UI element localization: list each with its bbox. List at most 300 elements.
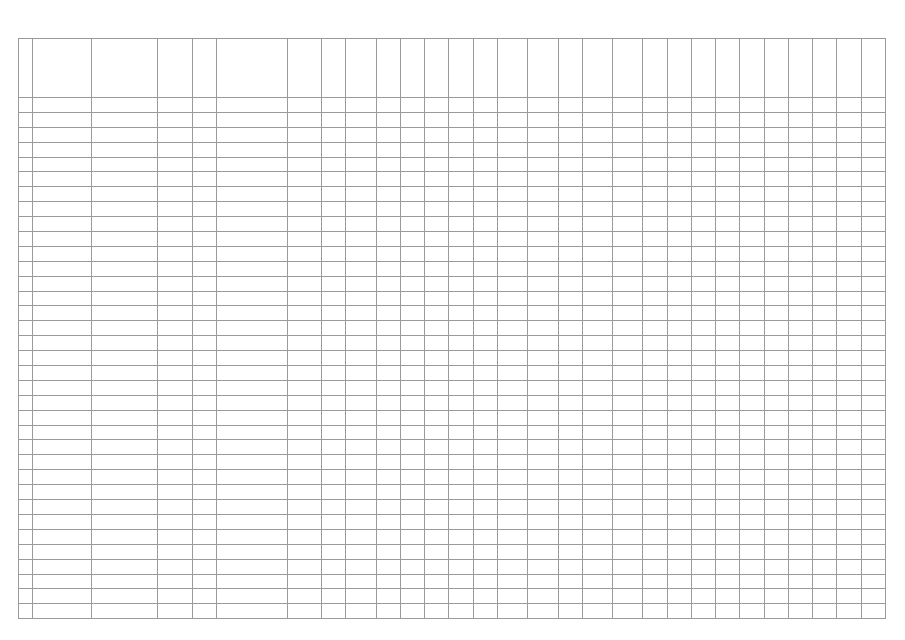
table-cell: [158, 127, 192, 142]
table-cell: [400, 425, 424, 440]
table-cell: [473, 574, 497, 589]
table-cell: [400, 559, 424, 574]
table-cell: [613, 172, 643, 187]
table-cell: [322, 112, 346, 127]
table-cell: [716, 246, 740, 261]
table-cell: [764, 336, 788, 351]
table-cell: [33, 604, 92, 619]
table-cell: [497, 112, 527, 127]
table-cell: [91, 574, 158, 589]
table-cell: [716, 351, 740, 366]
column-header: [667, 39, 691, 98]
table-cell: [837, 261, 861, 276]
table-cell: [691, 276, 715, 291]
table-cell: [643, 172, 667, 187]
table-row: [19, 217, 886, 232]
table-cell: [217, 604, 288, 619]
table-cell: [19, 366, 33, 381]
table-cell: [740, 202, 764, 217]
table-cell: [376, 529, 400, 544]
table-cell: [400, 366, 424, 381]
table-cell: [158, 232, 192, 247]
table-cell: [449, 291, 473, 306]
table-cell: [33, 157, 92, 172]
table-cell: [376, 514, 400, 529]
table-cell: [346, 172, 376, 187]
table-cell: [473, 232, 497, 247]
table-cell: [158, 559, 192, 574]
table-cell: [473, 395, 497, 410]
table-row: [19, 410, 886, 425]
table-cell: [400, 321, 424, 336]
table-cell: [322, 470, 346, 485]
table-cell: [582, 232, 612, 247]
table-cell: [91, 202, 158, 217]
table-cell: [740, 246, 764, 261]
table-cell: [643, 306, 667, 321]
table-cell: [837, 172, 861, 187]
table-cell: [643, 455, 667, 470]
table-cell: [473, 291, 497, 306]
table-cell: [400, 232, 424, 247]
table-cell: [528, 366, 558, 381]
table-cell: [740, 217, 764, 232]
table-cell: [667, 336, 691, 351]
table-cell: [217, 470, 288, 485]
table-cell: [192, 455, 216, 470]
table-cell: [861, 514, 885, 529]
table-cell: [691, 410, 715, 425]
table-cell: [558, 544, 582, 559]
table-cell: [582, 217, 612, 232]
column-header: [528, 39, 558, 98]
table-cell: [837, 410, 861, 425]
table-cell: [449, 276, 473, 291]
table-cell: [287, 187, 321, 202]
table-cell: [837, 246, 861, 261]
table-cell: [33, 395, 92, 410]
table-cell: [346, 425, 376, 440]
table-cell: [192, 380, 216, 395]
table-cell: [582, 112, 612, 127]
table-cell: [667, 232, 691, 247]
table-cell: [861, 410, 885, 425]
table-cell: [449, 410, 473, 425]
table-cell: [716, 485, 740, 500]
table-cell: [473, 157, 497, 172]
table-cell: [158, 351, 192, 366]
table-cell: [691, 232, 715, 247]
table-cell: [376, 559, 400, 574]
table-cell: [400, 514, 424, 529]
table-cell: [449, 217, 473, 232]
table-cell: [764, 321, 788, 336]
table-cell: [19, 425, 33, 440]
table-cell: [449, 202, 473, 217]
table-cell: [33, 246, 92, 261]
table-cell: [322, 336, 346, 351]
table-cell: [643, 366, 667, 381]
table-cell: [217, 351, 288, 366]
table-cell: [400, 217, 424, 232]
table-cell: [643, 202, 667, 217]
table-cell: [764, 202, 788, 217]
table-cell: [691, 485, 715, 500]
table-row: [19, 246, 886, 261]
table-cell: [425, 574, 449, 589]
table-cell: [764, 291, 788, 306]
table-cell: [558, 217, 582, 232]
table-cell: [740, 261, 764, 276]
table-cell: [861, 380, 885, 395]
table-cell: [667, 187, 691, 202]
table-cell: [643, 604, 667, 619]
table-cell: [376, 321, 400, 336]
table-cell: [528, 529, 558, 544]
table-cell: [558, 380, 582, 395]
table-cell: [582, 544, 612, 559]
table-cell: [691, 470, 715, 485]
table-cell: [813, 470, 837, 485]
table-cell: [497, 589, 527, 604]
table-cell: [192, 559, 216, 574]
table-row: [19, 112, 886, 127]
table-cell: [19, 217, 33, 232]
table-cell: [643, 440, 667, 455]
table-cell: [558, 172, 582, 187]
table-cell: [788, 529, 812, 544]
table-cell: [346, 246, 376, 261]
table-cell: [740, 157, 764, 172]
table-cell: [528, 172, 558, 187]
table-cell: [322, 395, 346, 410]
table-cell: [158, 485, 192, 500]
table-cell: [788, 380, 812, 395]
table-cell: [449, 306, 473, 321]
table-cell: [217, 440, 288, 455]
table-cell: [497, 98, 527, 113]
table-cell: [376, 276, 400, 291]
table-cell: [788, 336, 812, 351]
table-cell: [582, 604, 612, 619]
table-cell: [346, 232, 376, 247]
table-cell: [158, 455, 192, 470]
table-cell: [346, 366, 376, 381]
table-cell: [643, 127, 667, 142]
table-cell: [691, 514, 715, 529]
table-cell: [813, 98, 837, 113]
table-row: [19, 574, 886, 589]
table-cell: [19, 306, 33, 321]
table-cell: [740, 529, 764, 544]
table-cell: [376, 589, 400, 604]
table-cell: [667, 127, 691, 142]
table-cell: [158, 574, 192, 589]
table-cell: [158, 202, 192, 217]
table-cell: [813, 485, 837, 500]
table-cell: [33, 291, 92, 306]
table-cell: [613, 485, 643, 500]
table-cell: [376, 127, 400, 142]
table-cell: [764, 157, 788, 172]
table-cell: [91, 455, 158, 470]
table-cell: [473, 261, 497, 276]
table-cell: [528, 217, 558, 232]
table-cell: [346, 306, 376, 321]
table-cell: [716, 321, 740, 336]
table-cell: [716, 157, 740, 172]
table-cell: [33, 589, 92, 604]
table-cell: [400, 187, 424, 202]
table-cell: [497, 142, 527, 157]
table-cell: [716, 544, 740, 559]
table-cell: [473, 500, 497, 515]
table-cell: [788, 500, 812, 515]
table-cell: [764, 142, 788, 157]
table-cell: [764, 261, 788, 276]
table-row: [19, 351, 886, 366]
table-cell: [716, 187, 740, 202]
table-cell: [19, 112, 33, 127]
table-cell: [376, 142, 400, 157]
table-cell: [322, 500, 346, 515]
table-cell: [217, 321, 288, 336]
table-cell: [217, 500, 288, 515]
table-cell: [764, 470, 788, 485]
table-cell: [691, 172, 715, 187]
table-cell: [19, 172, 33, 187]
table-cell: [400, 604, 424, 619]
table-cell: [528, 604, 558, 619]
table-cell: [217, 425, 288, 440]
table-cell: [322, 604, 346, 619]
table-cell: [788, 589, 812, 604]
table-cell: [691, 112, 715, 127]
table-cell: [528, 410, 558, 425]
table-cell: [788, 157, 812, 172]
table-cell: [558, 559, 582, 574]
table-cell: [19, 544, 33, 559]
table-cell: [764, 410, 788, 425]
table-cell: [740, 380, 764, 395]
table-cell: [449, 529, 473, 544]
table-cell: [33, 455, 92, 470]
table-cell: [19, 246, 33, 261]
table-cell: [497, 246, 527, 261]
table-cell: [400, 470, 424, 485]
table-cell: [217, 514, 288, 529]
table-cell: [449, 187, 473, 202]
table-cell: [497, 455, 527, 470]
table-cell: [322, 217, 346, 232]
table-cell: [764, 217, 788, 232]
table-cell: [613, 336, 643, 351]
table-cell: [813, 425, 837, 440]
table-cell: [400, 529, 424, 544]
table-cell: [861, 276, 885, 291]
table-cell: [643, 589, 667, 604]
table-cell: [613, 261, 643, 276]
table-cell: [497, 425, 527, 440]
table-cell: [91, 470, 158, 485]
table-cell: [217, 202, 288, 217]
table-row: [19, 291, 886, 306]
table-cell: [91, 380, 158, 395]
table-cell: [158, 291, 192, 306]
table-cell: [837, 276, 861, 291]
table-cell: [613, 291, 643, 306]
table-cell: [91, 440, 158, 455]
table-cell: [449, 455, 473, 470]
table-cell: [764, 112, 788, 127]
table-cell: [346, 529, 376, 544]
table-cell: [788, 306, 812, 321]
table-cell: [376, 202, 400, 217]
table-cell: [691, 440, 715, 455]
column-header: [813, 39, 837, 98]
table-cell: [643, 336, 667, 351]
table-cell: [788, 172, 812, 187]
table-cell: [740, 321, 764, 336]
table-cell: [192, 544, 216, 559]
table-cell: [287, 470, 321, 485]
table-cell: [716, 410, 740, 425]
table-cell: [788, 514, 812, 529]
table-cell: [322, 559, 346, 574]
table-cell: [346, 127, 376, 142]
table-cell: [788, 232, 812, 247]
table-cell: [287, 440, 321, 455]
table-cell: [400, 276, 424, 291]
table-cell: [691, 574, 715, 589]
table-cell: [473, 544, 497, 559]
table-cell: [788, 485, 812, 500]
table-cell: [613, 202, 643, 217]
table-cell: [91, 589, 158, 604]
table-cell: [613, 529, 643, 544]
table-cell: [376, 455, 400, 470]
table-cell: [91, 500, 158, 515]
table-cell: [400, 485, 424, 500]
table-cell: [813, 589, 837, 604]
table-cell: [643, 380, 667, 395]
table-cell: [528, 559, 558, 574]
table-cell: [528, 351, 558, 366]
table-cell: [837, 321, 861, 336]
table-cell: [287, 261, 321, 276]
table-cell: [837, 127, 861, 142]
table-cell: [217, 127, 288, 142]
table-cell: [667, 589, 691, 604]
column-header: [425, 39, 449, 98]
table-cell: [192, 321, 216, 336]
table-cell: [813, 306, 837, 321]
table-cell: [497, 410, 527, 425]
table-cell: [740, 559, 764, 574]
table-cell: [558, 440, 582, 455]
table-cell: [473, 306, 497, 321]
table-cell: [497, 500, 527, 515]
table-cell: [322, 261, 346, 276]
table-cell: [19, 276, 33, 291]
table-cell: [716, 529, 740, 544]
column-header: [613, 39, 643, 98]
table-row: [19, 98, 886, 113]
table-cell: [158, 336, 192, 351]
table-cell: [861, 306, 885, 321]
table-cell: [813, 187, 837, 202]
table-cell: [691, 544, 715, 559]
table-cell: [582, 514, 612, 529]
table-cell: [473, 351, 497, 366]
table-cell: [764, 127, 788, 142]
table-cell: [837, 529, 861, 544]
table-cell: [558, 246, 582, 261]
table-cell: [716, 261, 740, 276]
table-cell: [788, 604, 812, 619]
table-cell: [691, 604, 715, 619]
table-cell: [528, 142, 558, 157]
table-cell: [473, 410, 497, 425]
table-cell: [861, 142, 885, 157]
table-cell: [643, 410, 667, 425]
table-cell: [376, 291, 400, 306]
table-cell: [716, 98, 740, 113]
table-cell: [192, 485, 216, 500]
table-cell: [473, 514, 497, 529]
table-cell: [788, 291, 812, 306]
table-cell: [287, 455, 321, 470]
column-header: [158, 39, 192, 98]
table-cell: [497, 440, 527, 455]
table-cell: [788, 574, 812, 589]
table-cell: [861, 112, 885, 127]
table-cell: [861, 440, 885, 455]
table-cell: [667, 440, 691, 455]
table-row: [19, 366, 886, 381]
table-cell: [528, 485, 558, 500]
table-cell: [528, 395, 558, 410]
table-cell: [91, 246, 158, 261]
table-cell: [158, 187, 192, 202]
table-cell: [158, 261, 192, 276]
table-cell: [497, 232, 527, 247]
table-cell: [740, 127, 764, 142]
table-cell: [217, 172, 288, 187]
table-cell: [613, 157, 643, 172]
table-cell: [691, 336, 715, 351]
table-cell: [287, 321, 321, 336]
table-cell: [643, 559, 667, 574]
table-cell: [528, 380, 558, 395]
table-cell: [91, 351, 158, 366]
table-cell: [91, 529, 158, 544]
table-cell: [643, 142, 667, 157]
table-cell: [667, 157, 691, 172]
table-cell: [764, 589, 788, 604]
table-cell: [861, 336, 885, 351]
table-cell: [613, 98, 643, 113]
table-cell: [346, 410, 376, 425]
table-cell: [473, 589, 497, 604]
data-table: [18, 38, 886, 619]
table-cell: [716, 440, 740, 455]
table-cell: [691, 142, 715, 157]
table-row: [19, 157, 886, 172]
table-cell: [813, 336, 837, 351]
table-cell: [322, 276, 346, 291]
table-cell: [582, 291, 612, 306]
